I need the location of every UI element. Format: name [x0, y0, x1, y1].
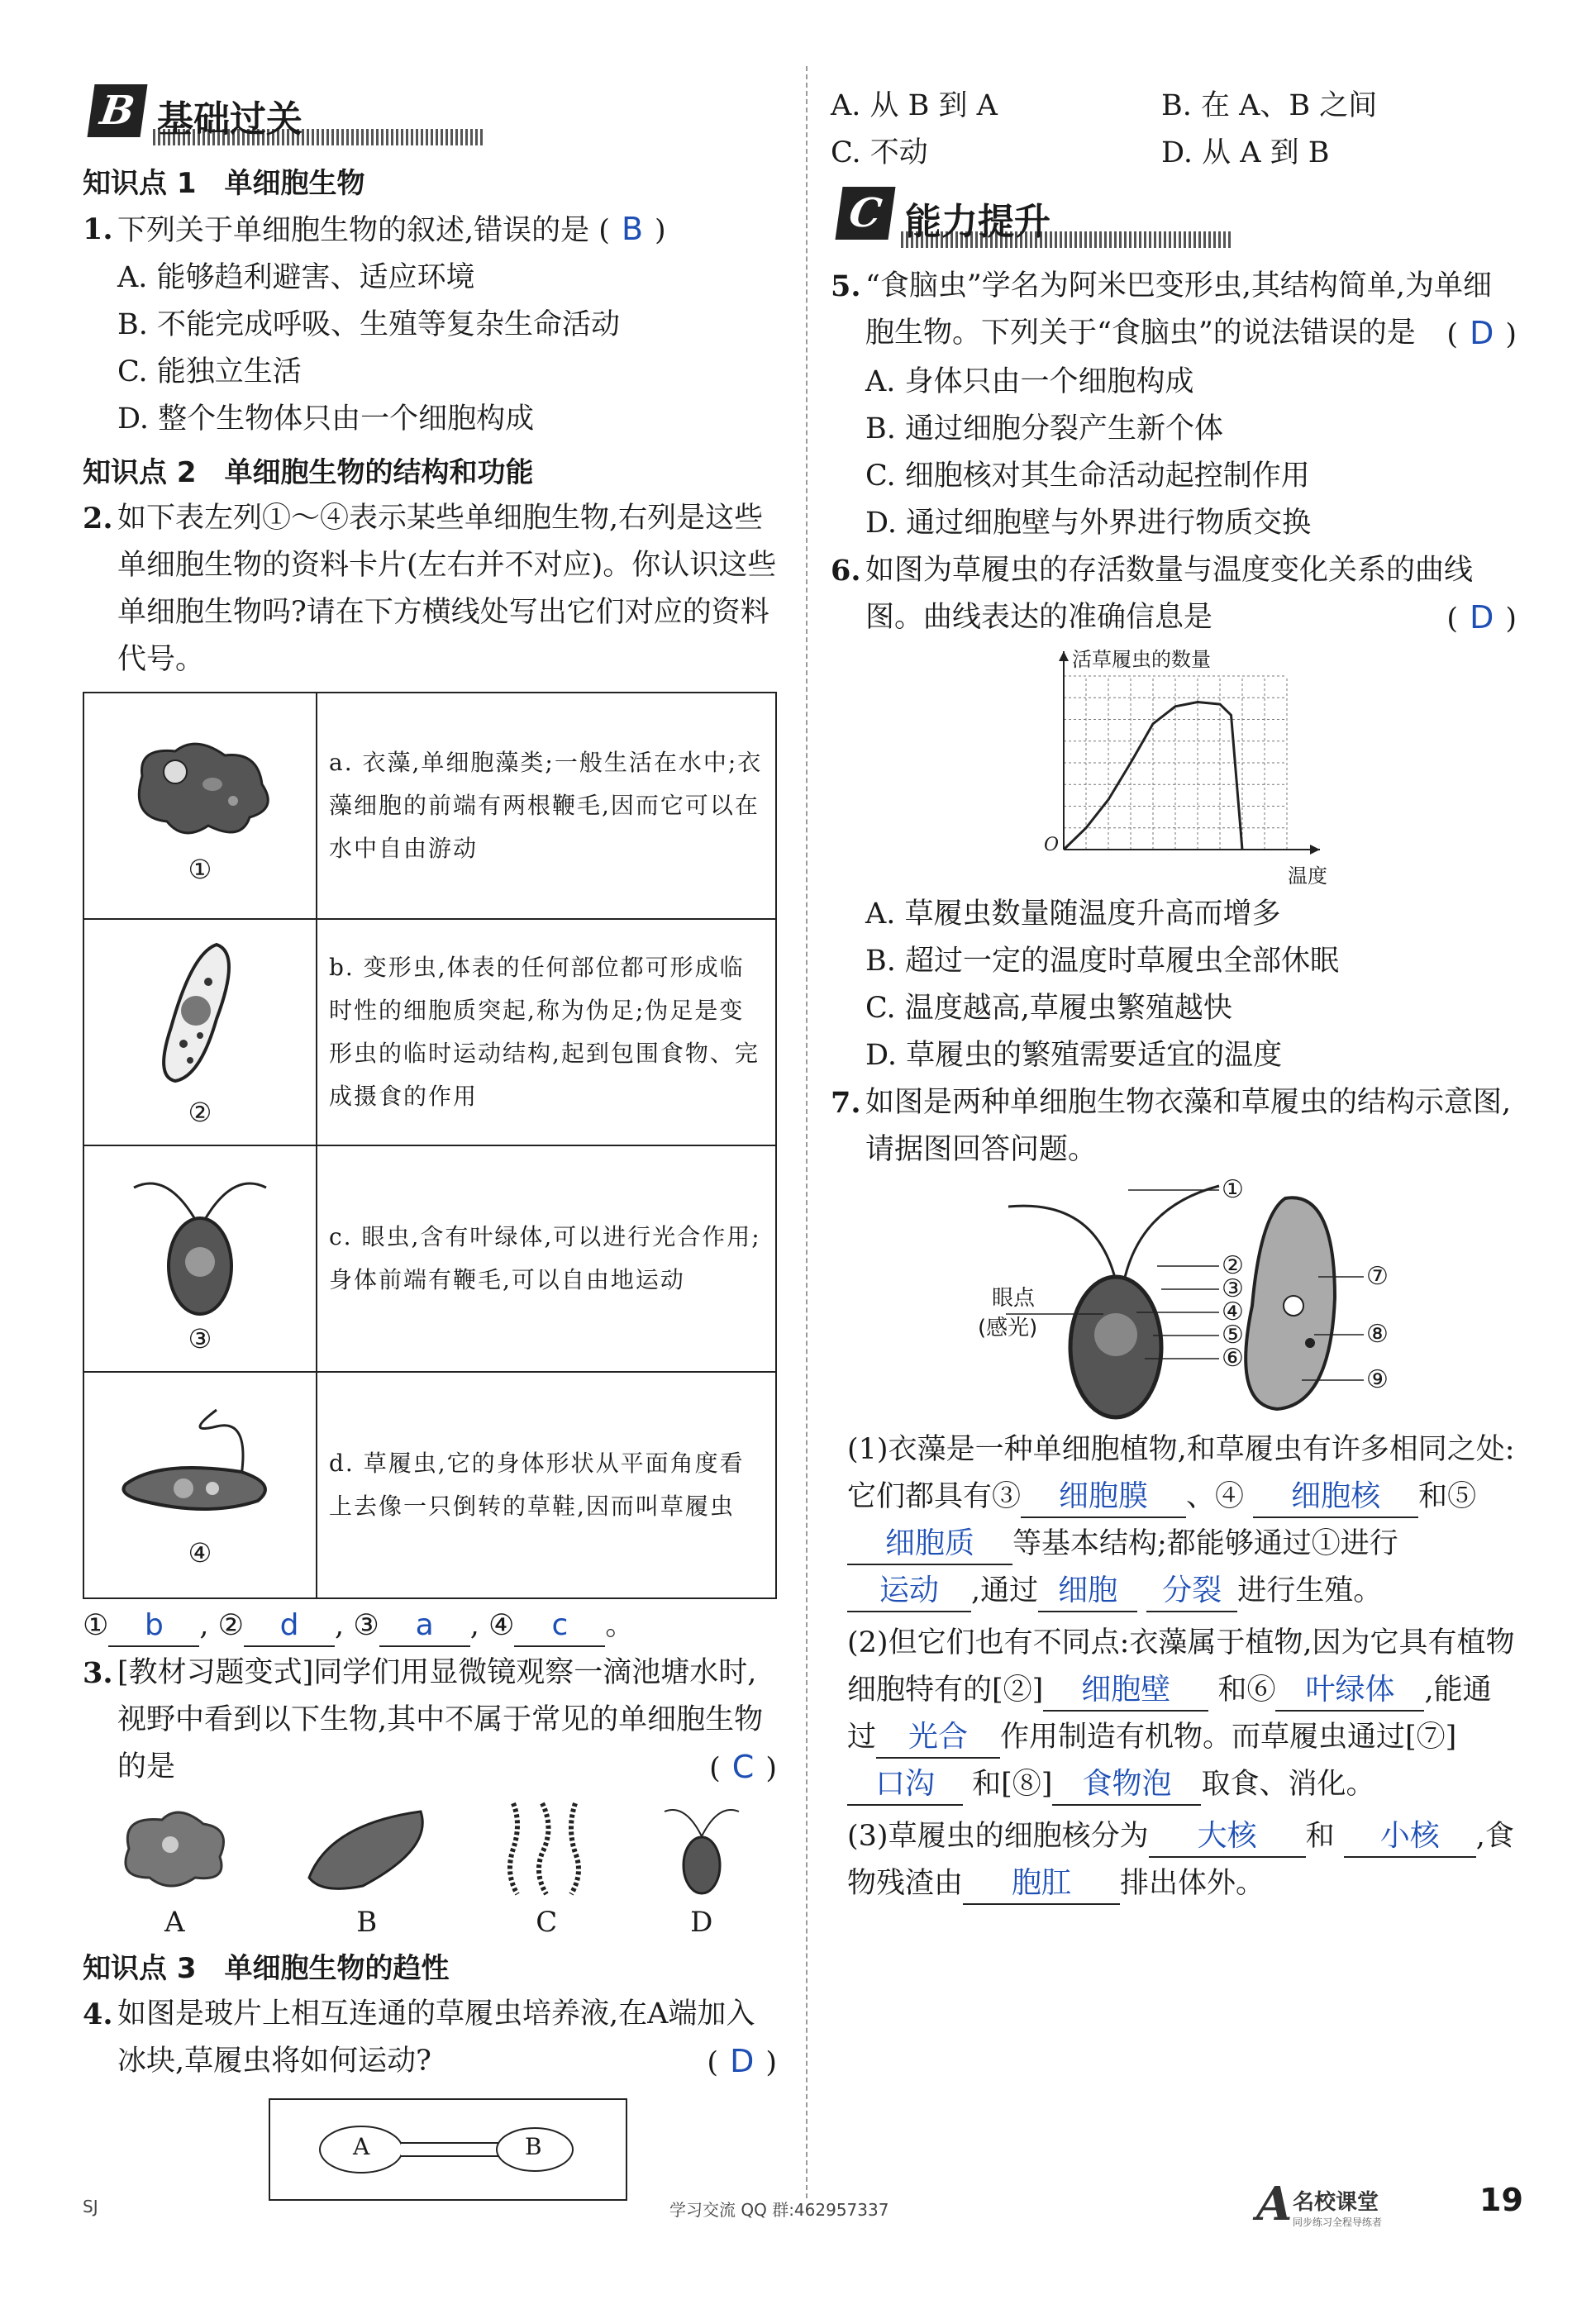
q2-answers: ① b , ② d , ③ a , ④ c 。	[83, 1602, 777, 1650]
q5-answer: D	[1470, 315, 1494, 351]
q3-number: 3.	[83, 1656, 113, 1690]
q7-number: 7.	[831, 1086, 861, 1120]
q6-option: C. 温度越高,草履虫繁殖越快	[865, 992, 1232, 1025]
organism-b: B	[297, 1799, 437, 1939]
q5-option: A. 身体只由一个细胞构成	[865, 365, 1194, 398]
question-7	[831, 1079, 1517, 1174]
q4-answer: D	[730, 2043, 755, 2079]
q7-blank: 运动	[847, 1571, 971, 1612]
q4-answer-paren: ( D )	[707, 2043, 777, 2079]
q7-structure-figure	[831, 1174, 1517, 1421]
brand-name: 名校课堂	[1293, 2190, 1379, 2215]
q4-option: D. 从 A 到 B	[1161, 136, 1330, 169]
q7-blank: 大核	[1149, 1816, 1306, 1858]
q7-blank: 分裂	[1146, 1571, 1237, 1612]
q4-options-row	[831, 130, 1517, 177]
q6-stem: 如图为草履虫的存活数量与温度变化关系的曲线图。曲线表达的准确信息是	[865, 554, 1474, 634]
q7-blank: 口沟	[847, 1764, 963, 1806]
q7-blank: 细胞核	[1253, 1477, 1418, 1518]
q7-blank: 胞肛	[963, 1864, 1120, 1905]
section-b-header	[83, 74, 777, 154]
q3-organisms	[83, 1799, 777, 1939]
brand-logo-mark: A	[1256, 2177, 1293, 2231]
eyespot-note: (感光)	[978, 1316, 1038, 1340]
row-label: ④	[188, 1537, 212, 1569]
q3-stem: [教材习题变式]同学们用显微镜观察一滴池塘水时,视野中看到以下生物,其中不属于常见的单细胞生物的是	[117, 1656, 764, 1783]
slide-figure	[269, 2098, 627, 2201]
q7-blank: 光合	[876, 1717, 1000, 1759]
q1-option: C. 能独立生活	[117, 355, 302, 388]
q1-stem: 下列关于单细胞生物的叙述,错误的是	[117, 214, 590, 247]
card-text: b. 变形虫,体表的任何部位都可形成临时性的细胞质突起,称为伪足;伪足是变形虫的临时运动结构,起到包围食物、完成摄食的作用	[317, 919, 776, 1145]
footer-code: SJ	[83, 2197, 98, 2216]
slide-label-a: A	[353, 2133, 370, 2160]
section-c-title: 能力提升	[905, 201, 1051, 243]
q6-answer-paren: ( D )	[1446, 599, 1517, 636]
question-3	[83, 1650, 777, 1793]
q6-option: D. 草履虫的繁殖需要适宜的温度	[865, 1039, 1283, 1072]
q7-part1: (1)衣藻是一种单细胞植物,和草履虫有许多相同之处:它们都具有③ 细胞膜 、④ 细胞核 和⑤细胞质 等基本结构;都能够通过①进行运动 ,通过 细胞 分裂 进行生殖。	[831, 1426, 1517, 1615]
knowledge-point-1: 知识点 1 单细胞生物	[83, 167, 365, 200]
question-5	[831, 263, 1517, 359]
question-6	[831, 547, 1517, 643]
q7-stem: 如图是两种单细胞生物衣藻和草履虫的结构示意图,请据图回答问题。	[865, 1086, 1512, 1166]
q6-answer: D	[1470, 599, 1494, 636]
q2-number: 2.	[83, 502, 113, 536]
amoeba-illustration	[117, 726, 283, 850]
right-column	[831, 83, 1517, 1907]
q4-number: 4.	[83, 1997, 113, 2031]
q7-blank: 叶绿体	[1275, 1670, 1424, 1712]
left-column	[83, 74, 777, 2201]
q5-stem: “食脑虫”学名为阿米巴变形虫,其结构简单,为单细胞生物。下列关于“食脑虫”的说法错误的是	[865, 269, 1493, 350]
chart-ylabel: 活草履虫的数量	[1072, 648, 1211, 671]
diagram-label: ⑦	[1366, 1262, 1389, 1291]
row-label: ③	[188, 1323, 212, 1355]
card-text: c. 眼虫,含有叶绿体,可以进行光合作用;身体前端有鞭毛,可以自由地运动	[317, 1145, 776, 1372]
diagram-label: ⑥	[1222, 1344, 1244, 1373]
q7-blank: 食物泡	[1052, 1764, 1201, 1806]
q5-number: 5.	[831, 269, 861, 303]
q7-blank: 小核	[1344, 1816, 1476, 1858]
q6-option: B. 超过一定的温度时草履虫全部休眠	[865, 945, 1339, 978]
q1-option: B. 不能完成呼吸、生殖等复杂生命活动	[117, 308, 620, 341]
diagram-label: ⑨	[1366, 1365, 1389, 1394]
q5-option: C. 细胞核对其生命活动起控制作用	[865, 459, 1310, 493]
brand-tagline: 同步练习全程导练者	[1293, 2216, 1383, 2228]
diagram-label: ③	[1222, 1274, 1244, 1303]
card-text: a. 衣藻,单细胞藻类;一般生活在水中;衣藻细胞的前端有两根鞭毛,因而它可以在水中自由游动	[317, 693, 776, 919]
section-b-letter: B	[88, 84, 148, 137]
organism-a: A	[112, 1799, 236, 1939]
q2-answer-blank: c	[514, 1606, 605, 1647]
q4-option: C. 不动	[831, 136, 928, 169]
chart-y-arrow	[1059, 651, 1069, 661]
diagram-label: ①	[1222, 1175, 1244, 1204]
table-row	[83, 693, 776, 919]
eyespot-label: 眼点	[992, 1286, 1036, 1311]
q6-option: A. 草履虫数量随温度升高而增多	[865, 898, 1281, 931]
q4-option: B. 在 A、B 之间	[1161, 89, 1378, 122]
organism-d: D	[656, 1799, 747, 1939]
q4-options-row	[831, 83, 1517, 130]
q1-answer: B	[621, 211, 644, 247]
q7-part3: (3)草履虫的细胞核分为 大核 和 小核 ,食物残渣由 胞肛 排出体外。	[831, 1813, 1517, 1907]
q1-option: D. 整个生物体只由一个细胞构成	[117, 402, 535, 436]
knowledge-point-3: 知识点 3 单细胞生物的趋性	[83, 1952, 450, 1985]
q3-answer: C	[731, 1749, 755, 1785]
q2-stem: 如下表左列①～④表示某些单细胞生物,右列是这些单细胞生物的资料卡片(左右并不对应)。你认识这些单细胞生物吗?请在下方横线处写出它们对应的资料代号。	[117, 502, 777, 676]
q5-answer-paren: ( D )	[1446, 315, 1517, 351]
q1-answer-paren: ( B )	[598, 211, 666, 247]
organism-c: C	[497, 1799, 596, 1939]
page-number: 19	[1479, 2182, 1523, 2218]
table-row	[83, 919, 776, 1145]
euglena-illustration	[109, 1402, 291, 1534]
organism-card-table	[83, 692, 777, 1599]
column-divider	[806, 66, 808, 2198]
question-4	[83, 1991, 777, 2087]
footer-qq-group: 学习交流 QQ 群:462957337	[669, 2200, 889, 2220]
chart-x-arrow	[1310, 845, 1320, 855]
chlamydomonas-image-cell	[83, 1145, 317, 1372]
table-row	[83, 1145, 776, 1372]
q7-blank: 细胞膜	[1021, 1477, 1186, 1518]
q4-stem: 如图是玻片上相互连通的草履虫培养液,在A端加入冰块,草履虫将如何运动?	[117, 1997, 755, 2078]
q7-diagram	[831, 1174, 1517, 1421]
q4-option: A. 从 B 到 A	[831, 89, 998, 122]
slide-label-b: B	[525, 2133, 542, 2160]
section-b-title: 基础过关	[157, 98, 303, 140]
section-c-header	[831, 177, 1517, 256]
diagram-label: ④	[1222, 1297, 1244, 1326]
paramecium-image-cell	[83, 919, 317, 1145]
row-label: ①	[188, 854, 212, 885]
chlamydomonas-illustration	[117, 1163, 283, 1320]
chart-origin: O	[1044, 835, 1060, 855]
table-row	[83, 1372, 776, 1598]
diagram-label: ②	[1222, 1251, 1244, 1280]
q7-blank: 细胞	[1038, 1571, 1137, 1612]
question-1	[83, 206, 777, 255]
temperature-chart	[831, 643, 1517, 891]
card-text: d. 草履虫,它的身体形状从平面角度看上去像一只倒转的草鞋,因而叫草履虫	[317, 1372, 776, 1598]
q5-option: B. 通过细胞分裂产生新个体	[865, 412, 1223, 445]
q2-answer-blank: a	[379, 1606, 470, 1647]
paramecium-illustration	[117, 936, 283, 1093]
euglena-image-cell	[83, 1372, 317, 1598]
chart-xlabel: 温度	[1288, 864, 1327, 888]
question-2	[83, 495, 777, 683]
amoeba-image-cell	[83, 693, 317, 919]
footer-brand	[1256, 2177, 1455, 2231]
q7-blank: 细胞壁	[1043, 1670, 1208, 1712]
q7-part2: (2)但它们也有不同点:衣藻属于植物,因为它具有植物细胞特有的[②] 细胞壁 和⑥ 叶绿体 ,能通过 光合 作用制造有机物。而草履虫通过[⑦]口沟 和[⑧] 食物泡 取食、消化。	[831, 1620, 1517, 1808]
diagram-label: ⑧	[1366, 1320, 1389, 1349]
q6-number: 6.	[831, 554, 861, 588]
section-c-letter: C	[836, 187, 896, 240]
row-label: ②	[188, 1097, 212, 1128]
q2-answer-blank: b	[108, 1606, 199, 1647]
q2-answer-blank: d	[244, 1606, 335, 1647]
q1-option: A. 能够趋利避害、适应环境	[117, 261, 475, 294]
knowledge-point-2: 知识点 2 单细胞生物的结构和功能	[83, 456, 534, 489]
diagram-label: ⑤	[1222, 1321, 1244, 1350]
chart-svg	[831, 643, 1517, 891]
q7-blank: 细胞质	[847, 1524, 1012, 1565]
q3-answer-paren: ( C )	[709, 1749, 777, 1785]
q5-option: D. 通过细胞壁与外界进行物质交换	[865, 507, 1312, 540]
q1-number: 1.	[83, 212, 113, 246]
